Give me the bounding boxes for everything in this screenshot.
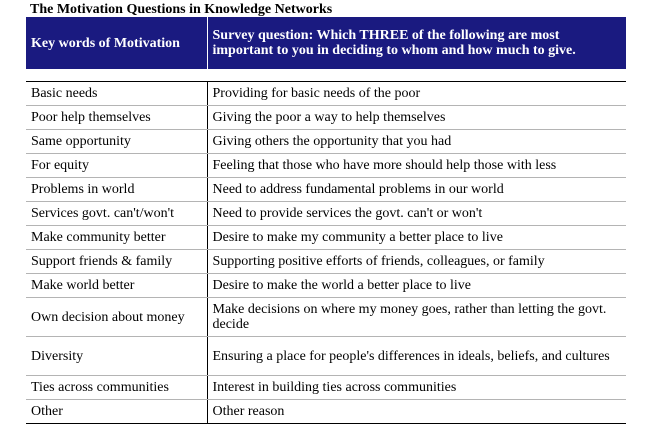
header-key-words: Key words of Motivation	[26, 17, 207, 69]
row-question: Providing for basic needs of the poor	[207, 82, 626, 106]
row-keyword: Same opportunity	[26, 130, 207, 154]
row-keyword: Support friends & family	[26, 250, 207, 274]
table-row	[26, 400, 626, 424]
header-survey-question: Survey question: Which THREE of the following are most important to you in deciding to whom and how much to give.	[207, 17, 626, 69]
header-row	[26, 17, 626, 69]
motivation-table-container	[26, 17, 626, 424]
row-question: Ensuring a place for people's differences in ideals, beliefs, and cultures	[207, 337, 626, 376]
table-row	[26, 226, 626, 250]
row-keyword: Poor help themselves	[26, 106, 207, 130]
row-keyword: Basic needs	[26, 82, 207, 106]
spacer-row	[26, 69, 626, 82]
table-row	[26, 274, 626, 298]
table-row	[26, 178, 626, 202]
table-row	[26, 154, 626, 178]
table-row	[26, 337, 626, 376]
motivation-table	[26, 17, 626, 424]
row-question: Giving the poor a way to help themselves	[207, 106, 626, 130]
row-question: Giving others the opportunity that you had	[207, 130, 626, 154]
row-keyword: Other	[26, 400, 207, 424]
row-keyword: Own decision about money	[26, 298, 207, 337]
table-row	[26, 202, 626, 226]
row-question: Desire to make the world a better place to live	[207, 274, 626, 298]
table-row	[26, 298, 626, 337]
table-row	[26, 106, 626, 130]
table-row	[26, 82, 626, 106]
document-title: The Motivation Questions in Knowledge Networks	[30, 2, 333, 17]
row-question: Supporting positive efforts of friends, colleagues, or family	[207, 250, 626, 274]
table-header	[26, 17, 626, 69]
row-keyword: Make community better	[26, 226, 207, 250]
row-keyword: Ties across communities	[26, 376, 207, 400]
row-question: Need to address fundamental problems in our world	[207, 178, 626, 202]
row-question: Make decisions on where my money goes, rather than letting the govt. decide	[207, 298, 626, 337]
row-keyword: Make world better	[26, 274, 207, 298]
row-keyword: For equity	[26, 154, 207, 178]
row-keyword: Services govt. can't/won't	[26, 202, 207, 226]
row-question: Desire to make my community a better place to live	[207, 226, 626, 250]
row-question: Other reason	[207, 400, 626, 424]
table-row	[26, 130, 626, 154]
row-keyword: Diversity	[26, 337, 207, 376]
row-question: Need to provide services the govt. can't or won't	[207, 202, 626, 226]
row-keyword: Problems in world	[26, 178, 207, 202]
table-row	[26, 376, 626, 400]
row-question: Feeling that those who have more should help those with less	[207, 154, 626, 178]
table-body	[26, 69, 626, 424]
row-question: Interest in building ties across communities	[207, 376, 626, 400]
table-row	[26, 250, 626, 274]
